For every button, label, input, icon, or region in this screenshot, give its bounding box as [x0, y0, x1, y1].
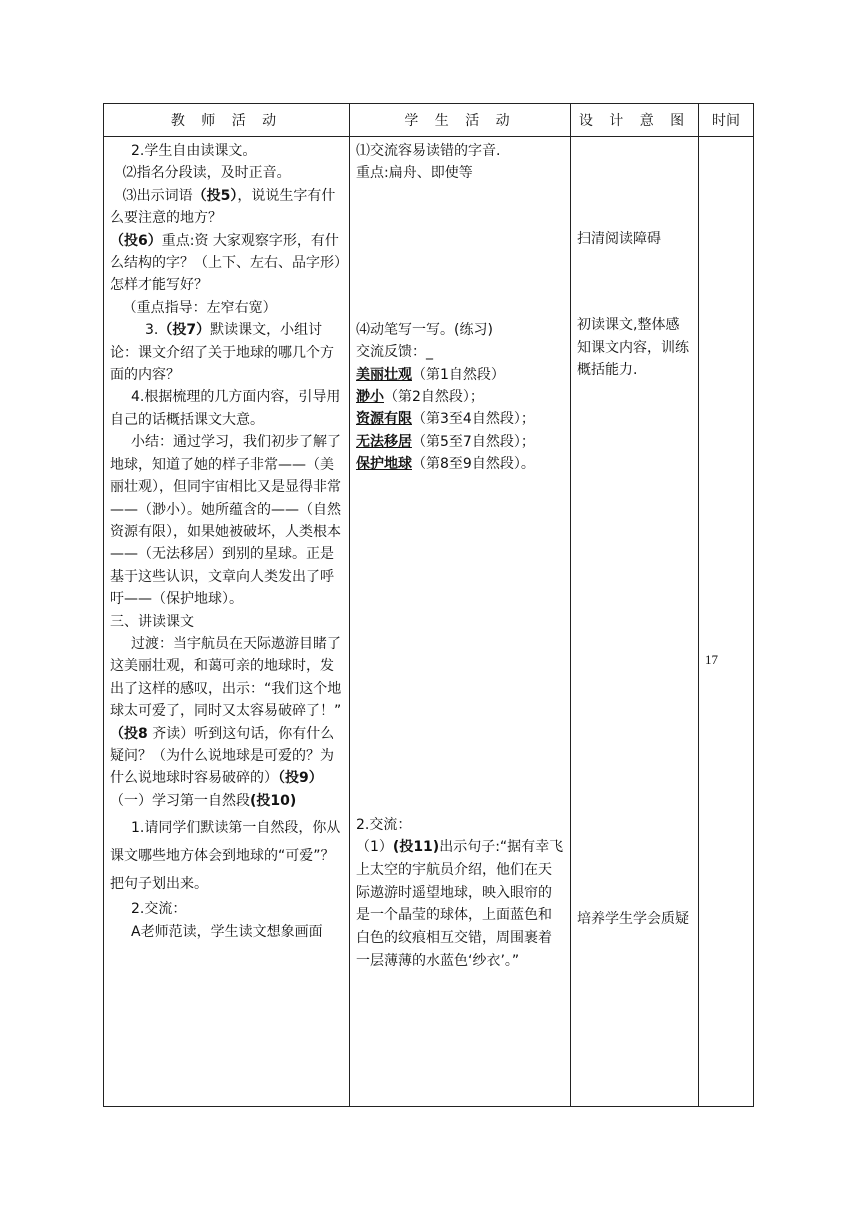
student-line: 渺小（第2自然段）； — [356, 389, 484, 406]
design-cell — [571, 137, 699, 1107]
student-line: （1）(投11)出示句子:“据有幸飞上太空的宇航员介绍，他们在天际遨游时遥望地球，映入眼帘的是一个晶莹的球体，上面蓝色和白色的纹痕相互交错，周围裹着一层薄薄的水蓝色‘纱衣’。” — [356, 839, 564, 970]
teacher-line: ⑶出示词语（投5），说说生字有什么要注意的地方？ — [110, 187, 336, 227]
section-heading: 三、讲读课文 — [110, 613, 194, 630]
teacher-line: 3.（投7）默读课文，小组讨论：课文介绍了关于地球的哪几个方面的内容？ — [110, 322, 334, 384]
teacher-line: A老师范读，学生读文想象画面 — [131, 923, 323, 940]
time-value: 17 — [705, 652, 718, 667]
design-note: 扫清阅读障碍 — [577, 231, 661, 247]
design-note: 初读课文,整体感知课文内容，训练概括能力. — [577, 317, 689, 379]
header-row — [104, 104, 754, 137]
student-line: 美丽壮观（第1自然段） — [356, 366, 505, 383]
content-row — [104, 137, 754, 1107]
teacher-line: 4.根据梳理的几方面内容，引导用自己的话概括课文大意。 — [110, 389, 341, 428]
teacher-line: 2.学生自由读课文。 — [131, 143, 257, 159]
student-line: 交流反馈：_ — [356, 344, 433, 361]
header-time: 时间 — [699, 104, 754, 137]
header-student: 学 生 活 动 — [350, 104, 571, 137]
teacher-cell — [104, 137, 350, 1107]
student-line: 保护地球（第8至9自然段）。 — [356, 456, 535, 473]
header-teacher: 教 师 活 动 — [104, 104, 350, 137]
teacher-line: （投8 齐读）听到这句话，你有什么疑问？（为什么说地球是可爱的？为什么说地球时容易破碎的）（投9） — [110, 725, 335, 787]
header-design: 设 计 意 图 — [571, 104, 699, 137]
student-line: 资源有限（第3至4自然段）； — [356, 411, 535, 428]
student-line: ⑴交流容易读错的字音. — [356, 143, 501, 159]
teacher-line: ⑵指名分段读，及时正音。 — [122, 165, 291, 182]
student-line: 2.交流： — [356, 816, 412, 833]
lesson-plan-table — [103, 103, 754, 1107]
teacher-summary: 小结：通过学习，我们初步了解了地球，知道了她的样子非常——（美丽壮观），但同宇宙相比又是显得非常——（渺小）。她所蕴含的——（自然资源有限），如果她被破坏，人类根本——（无法移居）到别的星球。正是基于这些认识，文章向人类发出了呼吁——（保护地球）。 — [110, 434, 341, 608]
teacher-line: （重点指导：左窄右宽） — [122, 299, 277, 316]
teacher-line: 1.请同学们默读第一自然段，你从课文哪些地方体会到地球的“可爱”？把句子划出来。 — [110, 820, 341, 893]
student-cell — [350, 137, 571, 1107]
student-line: 重点:扁舟、即使等 — [356, 165, 473, 182]
time-cell — [699, 137, 754, 1107]
teacher-line: 2.交流： — [131, 901, 187, 918]
teacher-line: 过渡：当宇航员在天际遨游目睹了这美丽壮观，和蔼可亲的地球时，发出了这样的感叹，出示：“我们这个地球太可爱了，同时又太容易破碎了！” — [110, 635, 342, 720]
design-note: 培养学生学会质疑 — [577, 910, 689, 927]
student-line: 无法移居（第5至7自然段）； — [356, 433, 535, 450]
teacher-line: （一）学习第一自然段(投10) — [110, 792, 297, 809]
teacher-line: （投6）重点:资 大家观察字形，有什么结构的字？（上下、左右、品字形）怎样才能写好？ — [110, 232, 341, 294]
student-line: ⑷动笔写一写。(练习) — [356, 321, 493, 338]
